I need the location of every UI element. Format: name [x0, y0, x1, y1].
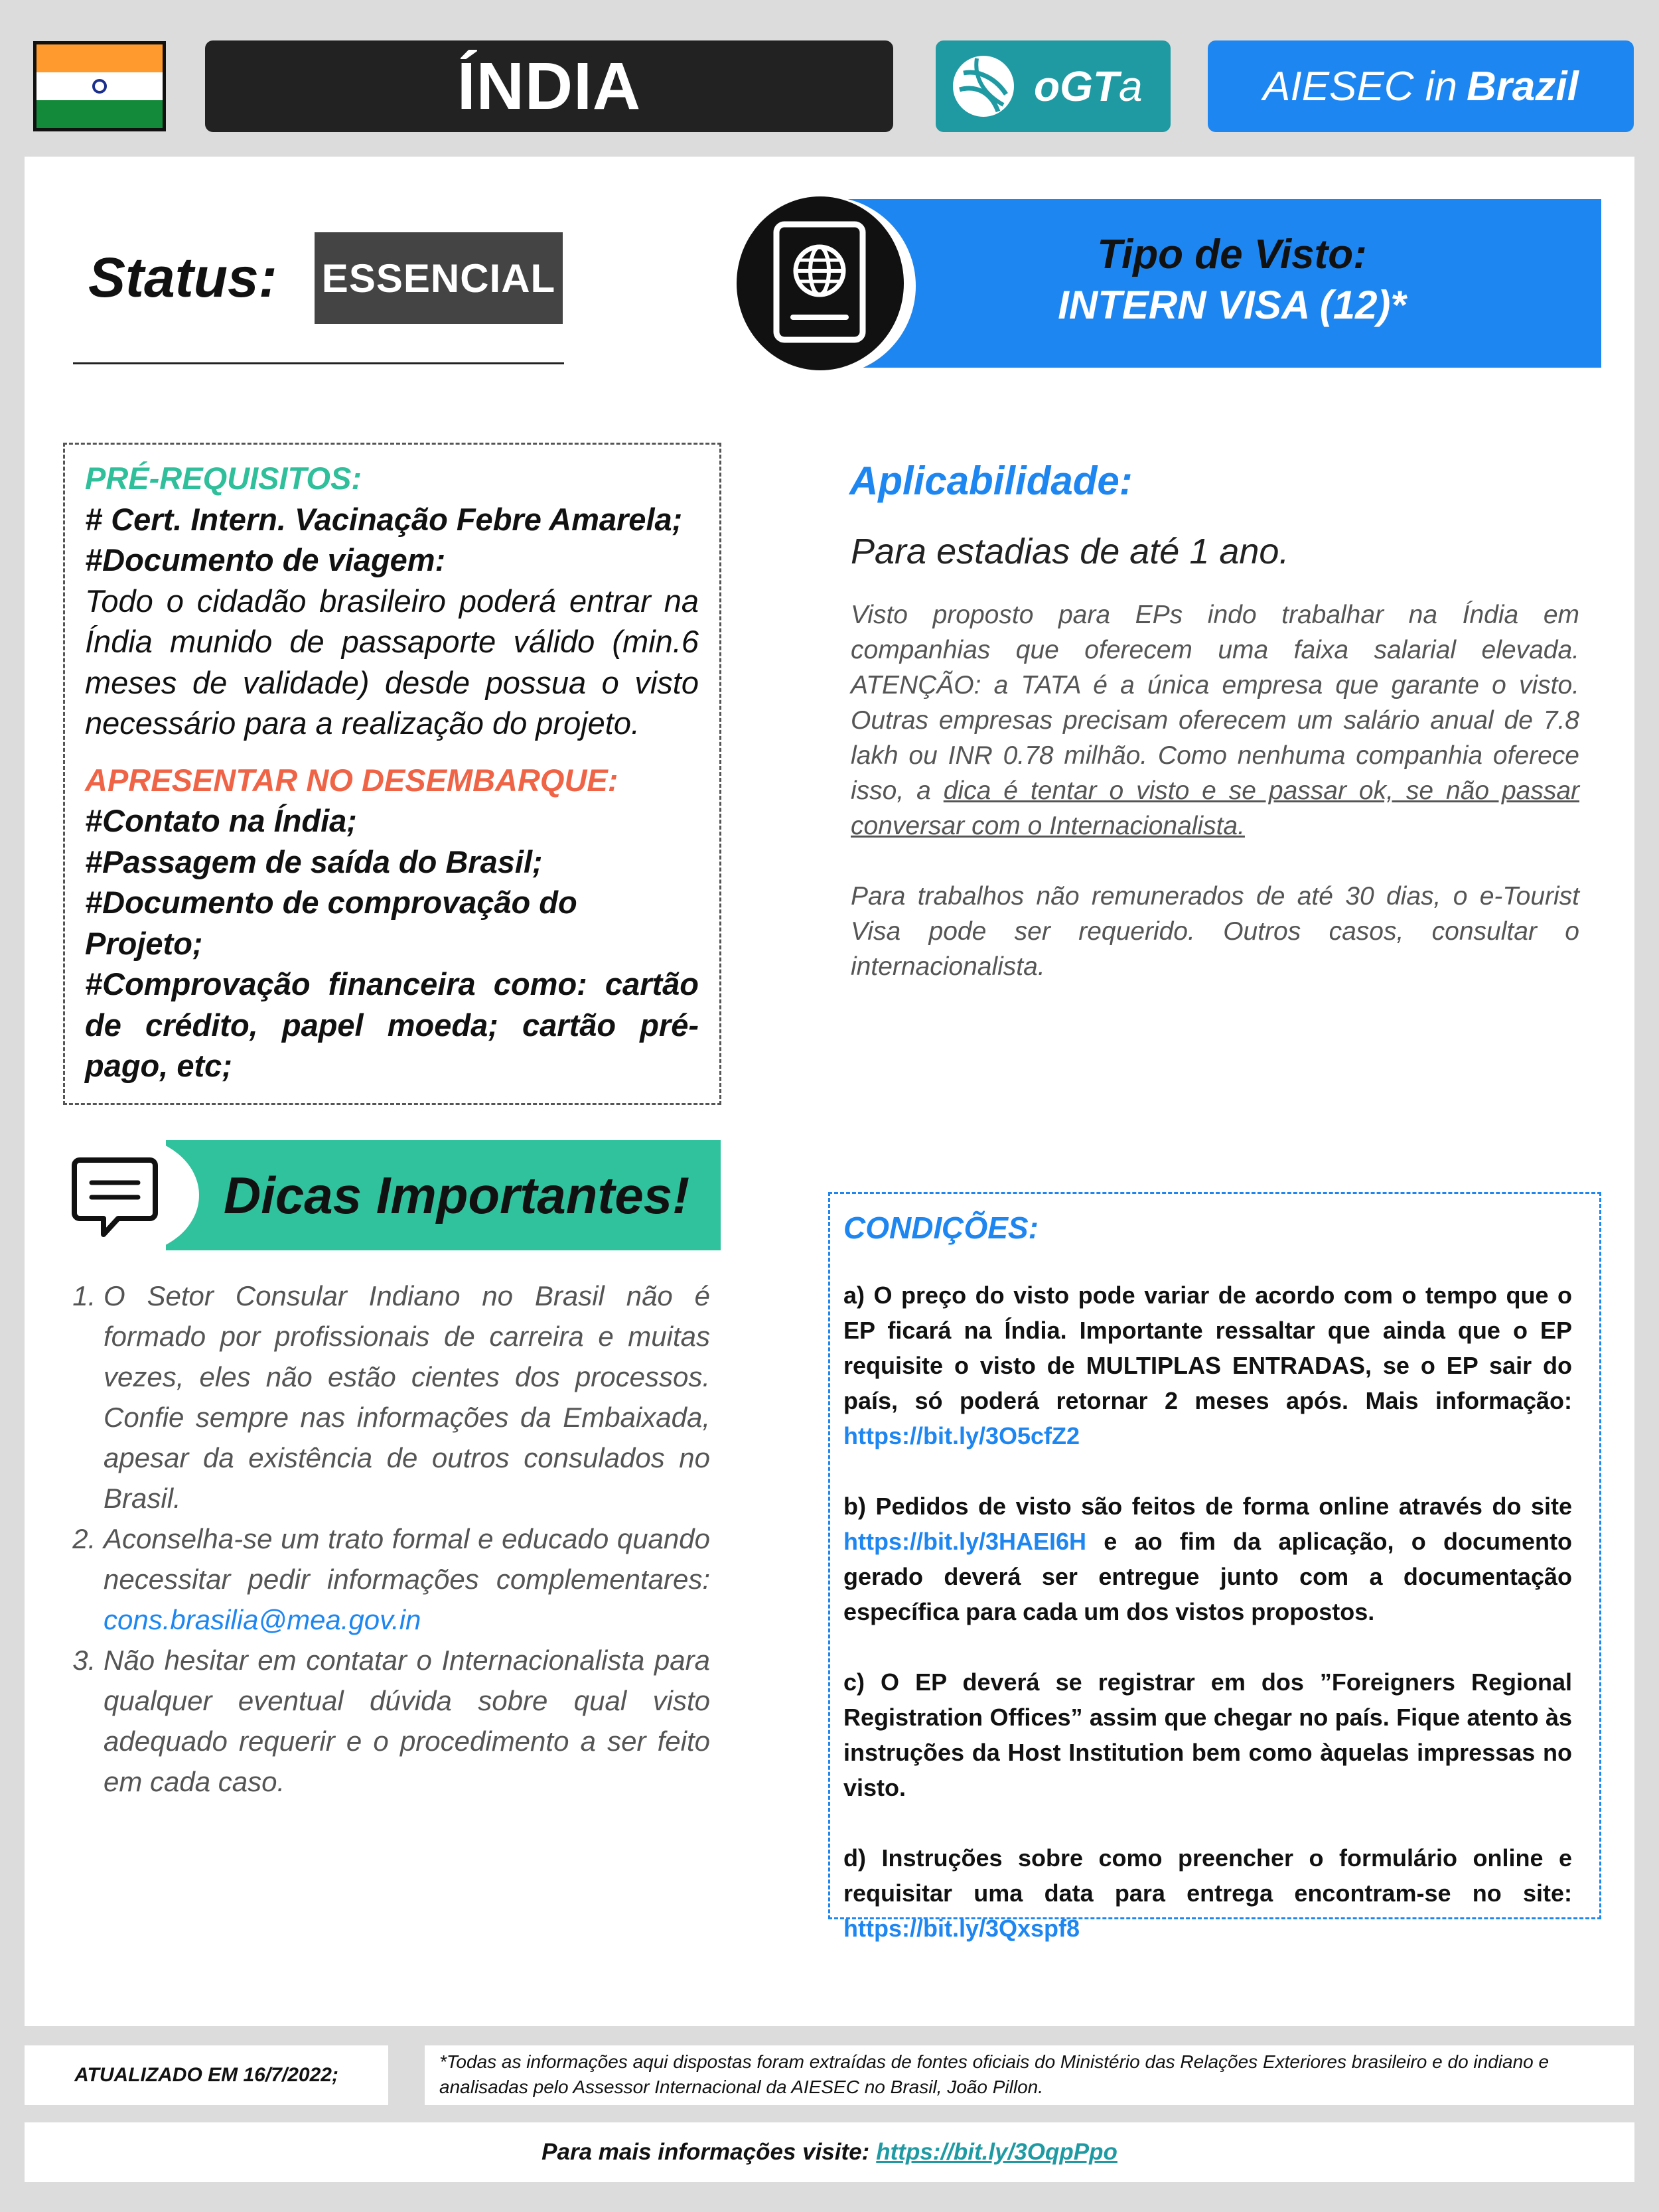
tips-title: Dicas Importantes! [223, 1165, 690, 1224]
arrival-heading: APRESENTAR NO DESEMBARQUE: [85, 762, 618, 798]
form-instructions-link[interactable]: https://bit.ly/3Qxspf8 [843, 1915, 1080, 1942]
consulate-email-link[interactable]: cons.brasilia@mea.gov.in [104, 1604, 421, 1635]
visa-application-link[interactable]: https://bit.ly/3HAEI6H [843, 1528, 1087, 1555]
conditions-content [843, 1205, 1572, 1981]
arrival-item: #Documento de comprovação do Projeto; [85, 885, 577, 961]
globe-logo-icon [950, 53, 1017, 119]
tips-list [73, 1276, 710, 1802]
visa-type-value: INTERN VISA (12)* [1058, 283, 1406, 327]
condition-item: b) Pedidos de visto são feitos de forma online através do site https://bit.ly/3HAEI6H e ao fim da aplicação, o documento gerado deverá ser entregue junto com a documentação específica para cada um dos vistos propostos. [843, 1493, 1572, 1625]
condition-item: a) O preço do visto pode variar de acordo com o tempo que o EP ficará na Índia. Importante ressaltar que ainda que o EP requisite o visto de MULTIPLAS ENTRADAS, se o EP sair do país, só poderá retornar 2 meses após. Mais informação: https://bit.ly/3O5cfZ2 [843, 1282, 1572, 1449]
prerequisite-item: # Cert. Intern. Vacinação Febre Amarela; [85, 501, 683, 537]
status-label: Status: [88, 246, 277, 309]
visa-type-label: Tipo de Visto: [1097, 232, 1367, 277]
status-badge: ESSENCIAL [315, 232, 563, 324]
applicability-body [851, 597, 1579, 984]
source-note: *Todas as informações aqui dispostas foram extraídas de fontes oficiais do Ministério das Relações Exteriores brasileiro e do indiano e analisadas pelo Assessor Internacional da AIESEC no Brasil, João Pillon. [425, 2045, 1634, 2105]
tip-item: 1. O Setor Consular Indiano no Brasil não é formado por profissionais de carreira e muitas vezes, eles não estão cientes dos processos. Confie sempre nas informações da Embaixada, apesar da existência de outros consulados no Brasil. [104, 1276, 710, 1518]
condition-item: c) O EP deverá se registrar em dos ”Foreigners Regional Registration Offices” assim que chegar no país. Fique atento às instruções da Host Institution bem como àquelas impressas no visto. [843, 1668, 1572, 1801]
prerequisites-content [85, 458, 699, 1086]
prerequisite-item: #Documento de viagem: [85, 542, 446, 577]
aiesec-brazil-badge: AIESEC in Brazil [1208, 40, 1634, 132]
applicability-title: Aplicabilidade: [849, 459, 1133, 503]
more-info-link[interactable]: https://bit.ly/3OqpPpo [876, 2139, 1118, 2165]
visa-type-text [863, 230, 1601, 331]
arrival-item: #Contato na Índia; [85, 803, 357, 838]
tip-item: 3. Não hesitar em contatar o Internacionalista para qualquer eventual dúvida sobre qual visto adequado requerir e o procedimento a ser feito em cada caso. [104, 1640, 710, 1802]
visa-price-link[interactable]: https://bit.ly/3O5cfZ2 [843, 1422, 1080, 1449]
arrival-item: #Passagem de saída do Brasil; [85, 844, 543, 879]
chat-bubble-icon [72, 1156, 158, 1240]
arrival-item: #Comprovação financeira como: cartão de crédito, papel moeda; cartão pré-pago, etc; [85, 966, 699, 1083]
condition-item: d) Instruções sobre como preencher o formulário online e requisitar uma data para entrega encontram-se no site: https://bit.ly/3Qxspf8 [843, 1844, 1572, 1942]
tip-item: 2. Aconselha-se um trato formal e educado quando necessitar pedir informações complementares: cons.brasilia@mea.gov.in [104, 1518, 710, 1640]
more-info-label: Para mais informações visite: [541, 2139, 870, 2165]
ogta-label: oGTa [1034, 62, 1143, 110]
country-title [205, 40, 893, 132]
passport-icon [770, 219, 869, 345]
conditions-title: CONDIÇÕES: [843, 1211, 1039, 1245]
status-divider [73, 362, 564, 364]
prerequisites-heading: PRÉ-REQUISITOS: [85, 461, 362, 496]
applicability-paragraph: Para trabalhos não remunerados de até 30 dias, o e-Tourist Visa pode ser requerido. Outros casos, consultar o internacionalista. [851, 882, 1579, 981]
updated-date: ATUALIZADO EM 16/7/2022; [25, 2045, 388, 2105]
india-flag-icon [33, 41, 166, 131]
applicability-paragraph: Visto proposto para EPs indo trabalhar na Índia em companhias que oferecem uma faixa salarial elevada. ATENÇÃO: a TATA é a única empresa que garante o visto. Outras empresas precisam oferecem um salário anual de 7.8 lakh ou INR 0.78 milhão. Como nenhuma companhia oferece isso, a dica é tentar o visto e se passar ok, se não passar conversar com o Internacionalista. [851, 601, 1579, 840]
ogta-badge [936, 40, 1171, 132]
more-info-bar [25, 2122, 1634, 2182]
applicability-subtitle: Para estadias de até 1 ano. [851, 532, 1289, 571]
country-name: ÍNDIA [457, 48, 642, 123]
prerequisite-text: Todo o cidadão brasileiro poderá entrar na Índia munido de passaporte válido (min.6 meses de validade) desde possua o visto necessário para a realização do projeto. [85, 583, 699, 741]
